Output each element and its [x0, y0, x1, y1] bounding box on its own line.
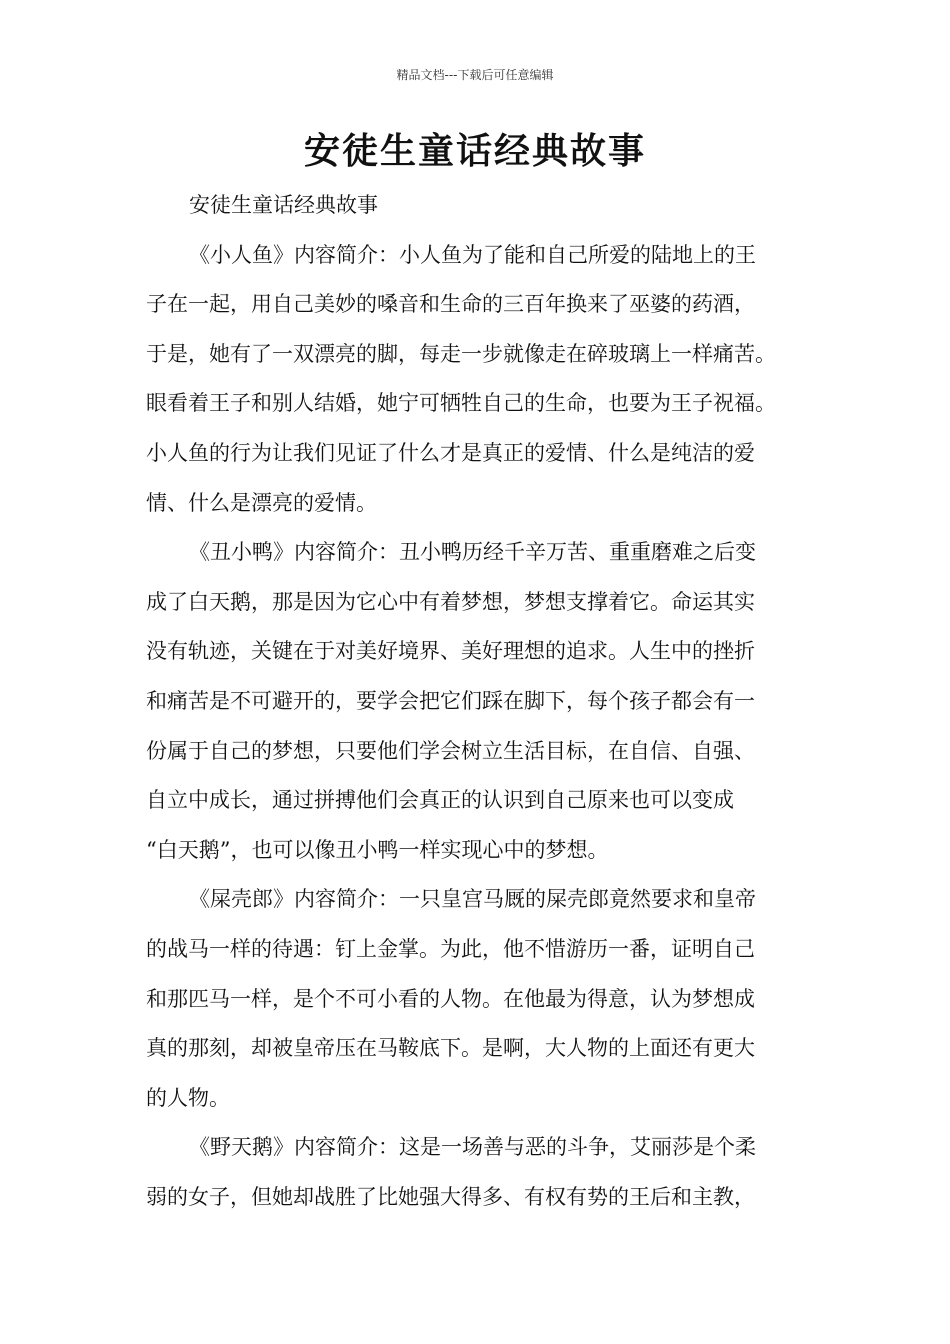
- paragraph-line: 子在一起，用自己美妙的嗓音和生命的三百年换来了巫婆的药酒，: [146, 292, 755, 317]
- paragraph-line: 自立中成长，通过拼搏他们会真正的认识到自己原来也可以变成: [146, 788, 734, 813]
- document-subtitle: 安徒生童话经典故事: [189, 193, 378, 217]
- paragraph: [146, 1123, 816, 1222]
- paragraph-line: 份属于自己的梦想，只要他们学会树立生活目标，在自信、自强、: [146, 738, 755, 763]
- paragraph-line: 没有轨迹，关键在于对美好境界、美好理想的追求。人生中的挫折: [146, 639, 755, 664]
- paragraph-list: [146, 231, 816, 1223]
- paragraph-line: 的战马一样的待遇：钉上金掌。为此，他不惜游历一番，证明自己: [146, 936, 755, 961]
- header-note: 精品文档---下载后可任意编辑: [396, 68, 554, 82]
- paragraph: [146, 875, 816, 1123]
- document-title: 安徒生童话经典故事: [303, 131, 646, 172]
- paragraph: [146, 528, 816, 875]
- document-body: [146, 181, 816, 1222]
- paragraph-line: 弱的女子，但她却战胜了比她强大得多、有权有势的王后和主教，: [146, 1184, 755, 1209]
- paragraph-line: “白天鹅”，也可以像丑小鸭一样实现心中的梦想。: [146, 837, 609, 862]
- paragraph-line: 成了白天鹅，那是因为它心中有着梦想，梦想支撑着它。命运其实: [146, 589, 755, 614]
- paragraph-line: 于是，她有了一双漂亮的脚，每走一步就像走在碎玻璃上一样痛苦。: [146, 341, 776, 366]
- paragraph-line: 真的那刻，却被皇帝压在马鞍底下。是啊，大人物的上面还有更大: [146, 1036, 755, 1061]
- paragraph-line: 《小人鱼》内容简介：小人鱼为了能和自己所爱的陆地上的王: [189, 242, 756, 267]
- paragraph-line: 的人物。: [146, 1085, 230, 1110]
- paragraph: [146, 231, 816, 529]
- paragraph-line: 小人鱼的行为让我们见证了什么才是真正的爱情、什么是纯洁的爱: [146, 440, 755, 465]
- paragraph-line: 《屎壳郎》内容简介：一只皇宫马厩的屎壳郎竟然要求和皇帝: [189, 887, 756, 912]
- paragraph-line: 和那匹马一样，是个不可小看的人物。在他最为得意，认为梦想成: [146, 986, 755, 1011]
- paragraph-line: 《丑小鸭》内容简介：丑小鸭历经千辛万苦、重重磨难之后变: [189, 540, 756, 565]
- paragraph-line: 眼看着王子和别人结婚，她宁可牺牲自己的生命，也要为王子祝福。: [146, 391, 776, 416]
- paragraph-line: 情、什么是漂亮的爱情。: [146, 490, 377, 515]
- paragraph-line: 《野天鹅》内容简介：这是一场善与恶的斗争，艾丽莎是个柔: [189, 1135, 756, 1160]
- paragraph-line: 和痛苦是不可避开的，要学会把它们踩在脚下，每个孩子都会有一: [146, 688, 755, 713]
